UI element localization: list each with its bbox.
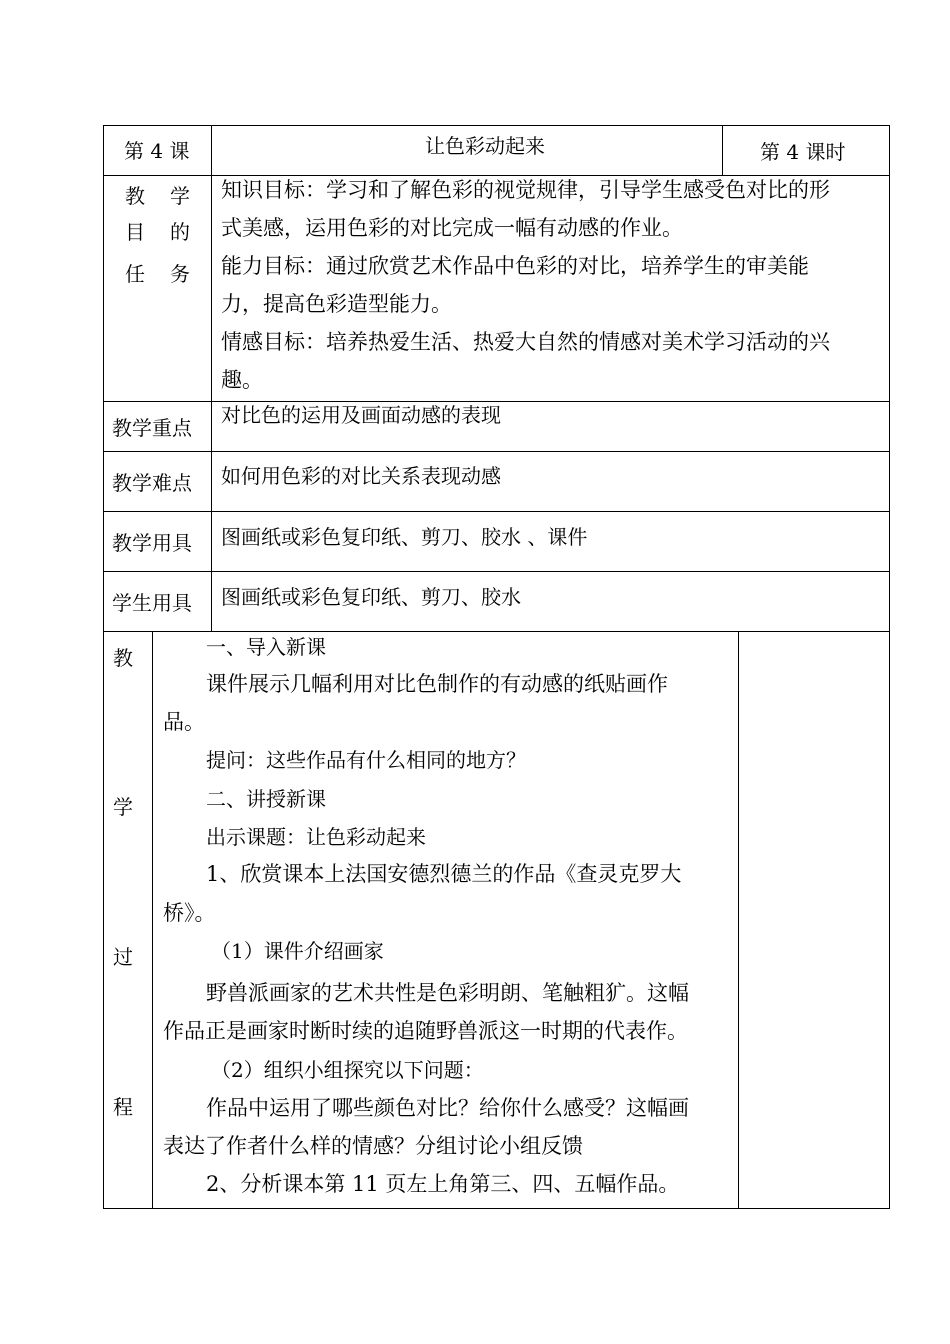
key-points-label: 教学重点: [112, 416, 192, 440]
difficulties-label: 教学难点: [112, 471, 192, 495]
objectives-line: 力，提高色彩造型能力。: [221, 292, 452, 316]
border-bottom: [103, 1208, 890, 1209]
border-process-label: [152, 631, 153, 1209]
process-line: 出示课题：让色彩动起来: [206, 825, 426, 849]
objectives-line: 趣。: [221, 368, 263, 392]
process-label-char: 过: [113, 945, 133, 969]
process-line: 课件展示几幅利用对比色制作的有动感的纸贴画作: [206, 672, 668, 696]
key-points-value: 对比色的运用及画面动感的表现: [221, 403, 501, 427]
objectives-label-char: 的: [170, 220, 190, 244]
objectives-label-char: 务: [170, 262, 190, 286]
objectives-label-char: 任: [125, 262, 145, 286]
process-line: 一、导入新课: [206, 635, 326, 659]
border-process-notes: [738, 631, 739, 1209]
teaching-tools-label: 教学用具: [112, 531, 192, 555]
process-line: 作品正是画家时断时续的追随野兽派这一时期的代表作。: [163, 1019, 688, 1043]
objectives-label-char: 教: [125, 184, 145, 208]
process-line: 二、讲授新课: [206, 787, 326, 811]
objectives-line: 能力目标：通过欣赏艺术作品中色彩的对比，培养学生的审美能: [221, 254, 809, 278]
lesson-title: 让色彩动起来: [425, 134, 545, 158]
process-line: 2、分析课本第 11 页左上角第三、四、五幅作品。: [206, 1172, 680, 1196]
process-label-char: 学: [113, 795, 133, 819]
process-line: （1）课件介绍画家: [211, 939, 384, 963]
process-label-char: 教: [113, 646, 133, 670]
border-row5: [103, 571, 890, 572]
process-line: 表达了作者什么样的情感？分组讨论小组反馈: [163, 1134, 583, 1158]
process-line: （2）组织小组探究以下问题：: [211, 1058, 484, 1082]
lesson-number: 第 4 课: [124, 139, 190, 163]
objectives-line: 知识目标：学习和了解色彩的视觉规律，引导学生感受色对比的形: [221, 178, 830, 202]
difficulties-value: 如何用色彩的对比关系表现动感: [221, 464, 501, 488]
border-row6: [103, 631, 890, 632]
border-row4: [103, 511, 890, 512]
objectives-label-char: 目: [125, 220, 145, 244]
process-line: 野兽派画家的艺术共性是色彩明朗、笔触粗犷。这幅: [206, 981, 689, 1005]
border-left: [103, 125, 104, 1209]
border-top: [103, 125, 890, 126]
border-label-col: [211, 125, 212, 632]
objectives-line: 式美感，运用色彩的对比完成一幅有动感的作业。: [221, 216, 683, 240]
teaching-tools-value: 图画纸或彩色复印纸、剪刀、胶水 、课件: [221, 525, 588, 549]
student-tools-value: 图画纸或彩色复印纸、剪刀、胶水: [221, 585, 521, 609]
process-line: 品。: [163, 710, 205, 734]
border-row1: [103, 175, 890, 176]
border-right: [889, 125, 890, 1209]
lesson-period: 第 4 课时: [760, 140, 846, 164]
objectives-label-char: 学: [170, 184, 190, 208]
process-line: 1、欣赏课本上法国安德烈德兰的作品《查灵克罗大: [206, 862, 682, 886]
process-line: 作品中运用了哪些颜色对比？给你什么感受？这幅画: [206, 1096, 689, 1120]
process-line: 提问：这些作品有什么相同的地方？: [206, 748, 526, 772]
student-tools-label: 学生用具: [112, 591, 192, 615]
border-row2: [103, 401, 890, 402]
process-line: 桥》。: [163, 901, 216, 925]
objectives-line: 情感目标：培养热爱生活、热爱大自然的情感对美术学习活动的兴: [221, 330, 830, 354]
border-row3: [103, 451, 890, 452]
process-label-char: 程: [113, 1095, 133, 1119]
border-title-period: [722, 125, 723, 176]
